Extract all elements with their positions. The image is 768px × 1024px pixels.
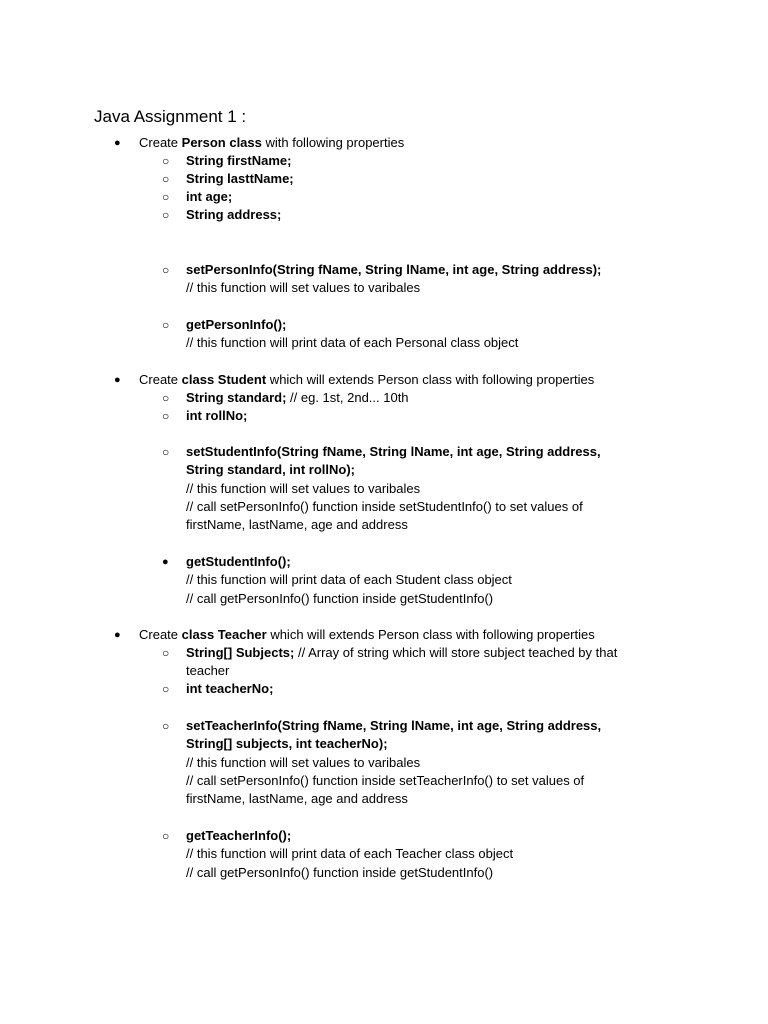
code-text: String[] subjects, int teacherNo); [186, 736, 388, 752]
item-bullet-circle-icon: ○ [162, 682, 170, 697]
item-bullet-circle-icon: ○ [162, 391, 170, 406]
item-line [186, 206, 281, 224]
item-bullet-circle-icon: ○ [162, 263, 170, 278]
section-create-word: Create [139, 372, 179, 387]
section-class-name: Person class [181, 135, 262, 150]
comment-text: // this function will print data of each Student class object [186, 572, 512, 588]
item-line [186, 680, 273, 698]
item-line [186, 516, 408, 534]
item-line [186, 443, 601, 461]
comment-text: // call getPersonInfo() function inside getStudentInfo() [186, 590, 494, 606]
item-line [186, 754, 420, 772]
section-heading [139, 626, 595, 644]
comment-text: // call setPersonInfo() function inside setTeacherInfo() to set values of [186, 772, 585, 788]
item-line [186, 407, 247, 425]
item-line [186, 480, 420, 498]
code-text: String firstName; [186, 153, 292, 169]
item-line [186, 571, 512, 589]
comment-text: // this function will set values to varibales [186, 754, 421, 770]
item-line [186, 644, 617, 662]
comment-text: // Array of string which will store subject teached by that [294, 645, 618, 661]
code-text: getTeacherInfo(); [186, 828, 292, 844]
comment-text: // this function will set values to varibales [186, 480, 421, 496]
item-bullet-circle-icon: ○ [162, 719, 170, 734]
item-bullet-circle-icon: ○ [162, 409, 170, 424]
section-class-name: class Teacher [181, 627, 267, 642]
code-text: int age; [186, 189, 233, 205]
document-title: Java Assignment 1 : [94, 107, 247, 126]
item-bullet-circle-icon: ○ [162, 190, 170, 205]
section-bullet-icon: ● [114, 374, 121, 386]
item-bullet-circle-icon: ○ [162, 154, 170, 169]
item-line [186, 735, 388, 753]
item-line [186, 389, 409, 407]
section-heading [139, 134, 404, 152]
code-text: String[] Subjects; [186, 645, 295, 661]
item-line [186, 772, 584, 790]
comment-text: // eg. 1st, 2nd... 10th [286, 390, 409, 406]
item-bullet-circle-icon: ○ [162, 646, 170, 661]
code-text: setPersonInfo(String fName, String lName, int age, String address); [186, 262, 602, 278]
code-text: int teacherNo; [186, 681, 274, 697]
item-bullet-circle-icon: ○ [162, 172, 170, 187]
section-create-word: Create [139, 135, 179, 150]
item-line [186, 498, 583, 516]
item-line [186, 461, 355, 479]
item-line [186, 553, 291, 571]
item-line [186, 590, 493, 608]
comment-text: // call getPersonInfo() function inside getStudentInfo() [186, 864, 494, 880]
code-text: String lasttName; [186, 171, 294, 187]
item-bullet-circle-icon: ○ [162, 445, 170, 460]
item-line [186, 261, 601, 279]
comment-text: firstName, lastName, age and address [186, 791, 408, 806]
section-description: which will extends Person class with following properties [266, 372, 595, 387]
item-line [186, 170, 294, 188]
comment-text: // this function will set values to varibales [186, 280, 421, 296]
item-line [186, 334, 518, 352]
item-line [186, 864, 493, 882]
code-text: String address; [186, 207, 282, 223]
item-line [186, 717, 601, 735]
code-text: int rollNo; [186, 408, 248, 424]
section-class-name: class Student [181, 372, 267, 387]
item-line [186, 790, 408, 808]
code-text: String standard, int rollNo); [186, 462, 355, 478]
code-text: String standard; [186, 390, 287, 406]
section-heading [139, 371, 594, 389]
section-create-word: Create [139, 627, 179, 642]
item-line [186, 827, 291, 845]
code-text: setStudentInfo(String fName, String lName, int age, String address, [186, 444, 601, 460]
item-bullet-circle-icon: ○ [162, 208, 170, 223]
item-bullet-circle-icon: ○ [162, 318, 170, 333]
comment-text: // this function will print data of each Personal class object [186, 335, 519, 351]
item-bullet-filled-icon: ● [162, 556, 169, 569]
item-line [186, 188, 232, 206]
code-text: getStudentInfo(); [186, 554, 291, 570]
section-bullet-icon: ● [114, 137, 121, 149]
item-bullet-circle-icon: ○ [162, 829, 170, 844]
item-line [186, 316, 286, 334]
item-line [186, 152, 291, 170]
code-text: getPersonInfo(); [186, 317, 287, 333]
item-line [186, 279, 420, 297]
comment-text: firstName, lastName, age and address [186, 517, 408, 532]
section-bullet-icon: ● [114, 629, 121, 641]
section-description: with following properties [261, 135, 405, 150]
section-description: which will extends Person class with following properties [266, 627, 595, 642]
comment-text: teacher [186, 663, 230, 679]
item-line [186, 845, 513, 863]
code-text: setTeacherInfo(String fName, String lName, int age, String address, [186, 718, 602, 734]
comment-text: // this function will print data of each Teacher class object [186, 846, 514, 862]
item-line [186, 662, 229, 680]
comment-text: // call setPersonInfo() function inside setStudentInfo() to set values of [186, 498, 583, 514]
